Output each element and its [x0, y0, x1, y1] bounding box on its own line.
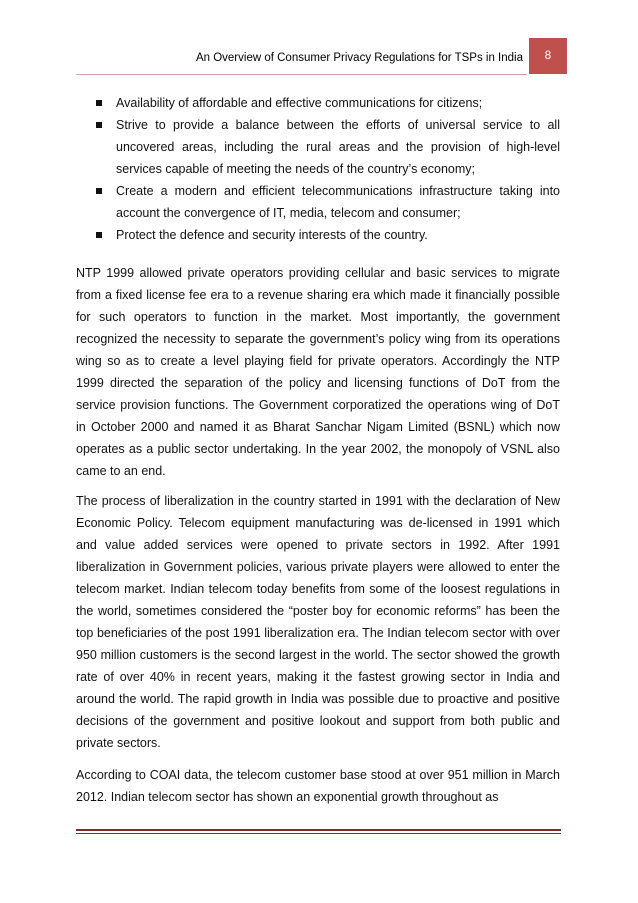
list-item-text: Strive to provide a balance between the efforts of universal service to all uncovered areas, including the rural areas and the provision of high-level services capable of meeting the needs of the country’s economy;	[116, 118, 560, 176]
square-bullet-icon	[96, 232, 102, 238]
list-item	[92, 114, 560, 180]
list-item	[92, 224, 560, 246]
square-bullet-icon	[96, 100, 102, 106]
footer-divider-thin	[76, 833, 561, 834]
square-bullet-icon	[96, 122, 102, 128]
footer-divider-thick	[76, 829, 561, 831]
list-item	[92, 180, 560, 224]
objectives-bullet-list	[92, 92, 560, 246]
paragraph-ntp-1999: NTP 1999 allowed private operators providing cellular and basic services to migrate from a fixed license fee era to a revenue sharing era which made it financially possible for such operators to function in the market. Most importantly, the government recognized the necessity to separate the government’s policy wing from its operations wing so as to create a level playing field for private operators. Accordingly the NTP 1999 directed the separation of the policy and licensing functions of DoT from the service provision functions. The Government corporatized the operations wing of DoT in October 2000 and named it as Bharat Sanchar Nigam Limited (BSNL) which now operates as a public sector undertaking. In the year 2002, the monopoly of VSNL also came to an end.	[76, 266, 560, 478]
list-item-text: Create a modern and efficient telecommunications infrastructure taking into account the convergence of IT, media, telecom and consumer;	[116, 184, 560, 220]
list-item-text: Availability of affordable and effective communications for citizens;	[116, 96, 483, 110]
paragraph-coai-data: According to COAI data, the telecom customer base stood at over 951 million in March 2012. Indian telecom sector has shown an exponential growth throughout as	[76, 768, 560, 804]
header-divider	[76, 74, 527, 75]
list-item-text: Protect the defence and security interests of the country.	[116, 228, 428, 242]
list-item	[92, 92, 560, 114]
square-bullet-icon	[96, 188, 102, 194]
page-number-badge: 8	[529, 38, 567, 74]
running-header-title: An Overview of Consumer Privacy Regulations for TSPs in India	[195, 52, 523, 64]
paragraph-liberalization: The process of liberalization in the country started in 1991 with the declaration of New Economic Policy. Telecom equipment manufacturing was de-licensed in 1991 which and value added services were opened to private sectors in 1992. After 1991 liberalization in Government policies, various private players were allowed to enter the telecom market. Indian telecom today benefits from some of the loosest regulations in the world, sometimes considered the “poster boy for economic reforms” has been the top beneficiaries of the post 1991 liberalization era. The Indian telecom sector with over 950 million customers is the second largest in the world. The sector showed the growth rate of over 40% in recent years, making it the fastest growing sector in India and around the world. The rapid growth in India was possible due to proactive and positive decisions of the government and positive lookout and support from both public and private sectors.	[76, 494, 560, 750]
